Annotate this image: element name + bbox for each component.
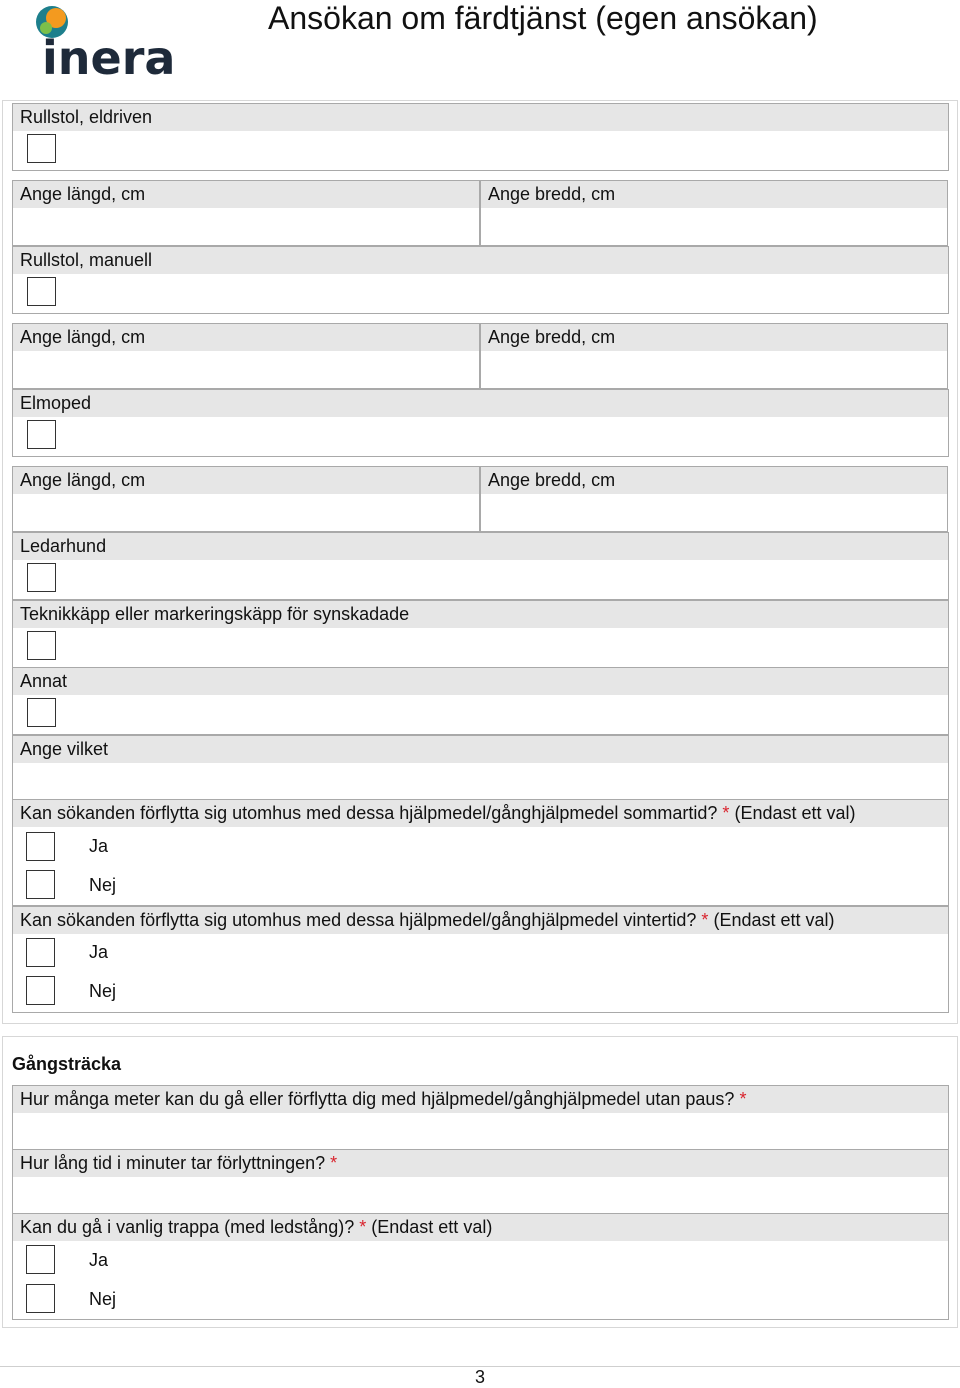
field-label: Teknikkäpp eller markeringskäpp för synskadade (13, 601, 948, 628)
question-label: Hur lång tid i minuter tar förlyttningen? * (13, 1150, 948, 1177)
stairs-question-field (12, 1213, 949, 1320)
other-checkbox[interactable] (27, 698, 56, 727)
moped-checkbox[interactable] (27, 420, 56, 449)
field-label: Ange längd, cm (13, 324, 479, 351)
field-label: Ledarhund (13, 533, 948, 560)
field-label: Ange vilket (13, 736, 948, 763)
wheelchair-manual-length-field[interactable] (12, 323, 480, 389)
cane-field (12, 600, 949, 668)
hint: (Endast ett val) (734, 803, 856, 823)
page-number: 3 (474, 1367, 485, 1387)
summer-question-field (12, 799, 949, 906)
required-mark: * (722, 803, 730, 823)
field-label: Ange bredd, cm (481, 324, 947, 351)
question-label: Hur många meter kan du gå eller förflytta dig med hjälpmedel/gånghjälpmedel utan paus? * (13, 1086, 948, 1113)
stairs-no-label: Nej (89, 1289, 117, 1309)
field-label: Ange längd, cm (13, 181, 479, 208)
summer-no-label: Nej (89, 875, 117, 895)
required-mark: * (701, 910, 709, 930)
winter-yes-checkbox[interactable] (26, 938, 55, 967)
document-title: Ansökan om färdtjänst (egen ansökan) (268, 0, 818, 36)
hint: (Endast ett val) (713, 910, 835, 930)
moped-field (12, 389, 949, 457)
field-label: Ange bredd, cm (481, 467, 947, 494)
wheelchair-manual-checkbox[interactable] (27, 277, 56, 306)
wheelchair-electric-field (12, 103, 949, 171)
guide-dog-field (12, 532, 949, 600)
stairs-yes-label: Ja (89, 1250, 109, 1270)
winter-question-field (12, 906, 949, 1013)
wheelchair-manual-width-field[interactable] (480, 323, 948, 389)
question-label: Kan du gå i vanlig trappa (med ledstång)? * (Endast ett val) (13, 1214, 948, 1241)
hint: (Endast ett val) (371, 1217, 493, 1237)
moped-length-field[interactable] (12, 466, 480, 532)
field-label: Ange bredd, cm (481, 181, 947, 208)
walking-meters-field[interactable] (12, 1085, 949, 1150)
other-field (12, 667, 949, 735)
inera-logo (30, 4, 176, 85)
wheelchair-electric-width-field[interactable] (480, 180, 948, 246)
field-label: Elmoped (13, 390, 948, 417)
question-label: Kan sökanden förflytta sig utomhus med dessa hjälpmedel/gånghjälpmedel sommartid? * (Endast ett val) (13, 800, 948, 827)
wheelchair-electric-length-field[interactable] (12, 180, 480, 246)
question-label: Kan sökanden förflytta sig utomhus med dessa hjälpmedel/gånghjälpmedel vintertid? * (Endast ett val) (13, 907, 948, 934)
winter-no-checkbox[interactable] (26, 976, 55, 1005)
field-label: Annat (13, 668, 948, 695)
cane-checkbox[interactable] (27, 631, 56, 660)
stairs-yes-checkbox[interactable] (26, 1245, 55, 1274)
winter-no-label: Nej (89, 981, 117, 1001)
wheelchair-electric-checkbox[interactable] (27, 134, 56, 163)
summer-yes-label: Ja (89, 836, 109, 856)
summer-no-checkbox[interactable] (26, 870, 55, 899)
wheelchair-manual-field (12, 246, 949, 314)
field-label: Rullstol, eldriven (13, 104, 948, 131)
winter-yes-label: Ja (89, 942, 109, 962)
summer-yes-checkbox[interactable] (26, 832, 55, 861)
walking-minutes-field[interactable] (12, 1149, 949, 1214)
required-mark: * (739, 1089, 747, 1109)
required-mark: * (359, 1217, 367, 1237)
other-specify-field[interactable] (12, 735, 949, 800)
field-label: Rullstol, manuell (13, 247, 948, 274)
guide-dog-checkbox[interactable] (27, 563, 56, 592)
logo-text: inera (42, 31, 176, 85)
required-mark: * (330, 1153, 338, 1173)
field-label: Ange längd, cm (13, 467, 479, 494)
stairs-no-checkbox[interactable] (26, 1284, 55, 1313)
moped-width-field[interactable] (480, 466, 948, 532)
walking-heading: Gångsträcka (12, 1054, 122, 1074)
